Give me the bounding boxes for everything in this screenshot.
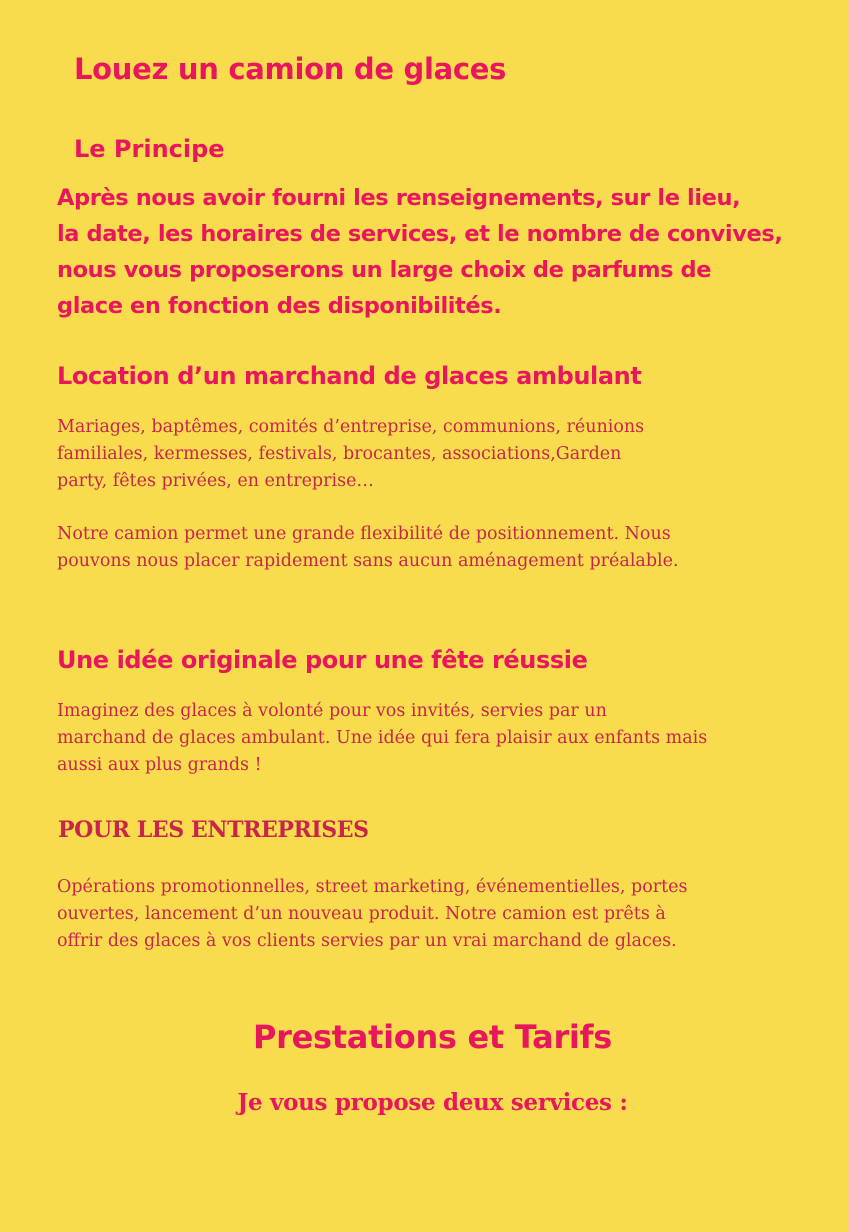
location-paragraph-2 bbox=[57, 521, 757, 575]
idee-line: marchand de glaces ambulant. Une idée qui fera plaisir aux enfants mais bbox=[57, 728, 708, 748]
services-subheading: Je vous propose deux services : bbox=[237, 1089, 628, 1116]
principe-line: la date, les horaires de services, et le nombre de convives, bbox=[57, 221, 783, 247]
page-title: Louez un camion de glaces bbox=[74, 52, 507, 86]
idee-paragraph bbox=[57, 698, 757, 779]
idee-line: aussi aux plus grands ! bbox=[57, 755, 262, 775]
location-line: familiales, kermesses, festivals, brocantes, associations,Garden bbox=[57, 444, 622, 464]
entreprises-heading: POUR LES ENTREPRISES bbox=[58, 817, 369, 843]
entreprises-line: offrir des glaces à vos clients servies par un vrai marchand de glaces. bbox=[57, 931, 677, 951]
principe-line: Après nous avoir fourni les renseignements, sur le lieu, bbox=[57, 185, 741, 211]
idee-line: Imaginez des glaces à volonté pour vos invités, servies par un bbox=[57, 701, 607, 721]
location-line: pouvons nous placer rapidement sans aucun aménagement préalable. bbox=[57, 551, 679, 571]
location-paragraph-1 bbox=[57, 414, 757, 495]
principe-line: nous vous proposerons un large choix de parfums de bbox=[57, 257, 712, 283]
entreprises-paragraph bbox=[57, 874, 757, 955]
location-line: Mariages, baptêmes, comités d’entreprise, communions, réunions bbox=[57, 417, 645, 437]
idee-heading: Une idée originale pour une fête réussie bbox=[57, 646, 588, 674]
principe-text bbox=[57, 180, 847, 324]
location-heading: Location d’un marchand de glaces ambulant bbox=[57, 362, 642, 390]
entreprises-line: Opérations promotionnelles, street marketing, événementielles, portes bbox=[57, 877, 688, 897]
principe-line: glace en fonction des disponibilités. bbox=[57, 293, 502, 319]
location-line: Notre camion permet une grande flexibilité de positionnement. Nous bbox=[57, 524, 671, 544]
entreprises-line: ouvertes, lancement d’un nouveau produit. Notre camion est prêts à bbox=[57, 904, 666, 924]
location-line: party, fêtes privées, en entreprise… bbox=[57, 471, 374, 491]
prestations-heading: Prestations et Tarifs bbox=[253, 1018, 612, 1056]
principe-heading: Le Principe bbox=[74, 135, 225, 163]
